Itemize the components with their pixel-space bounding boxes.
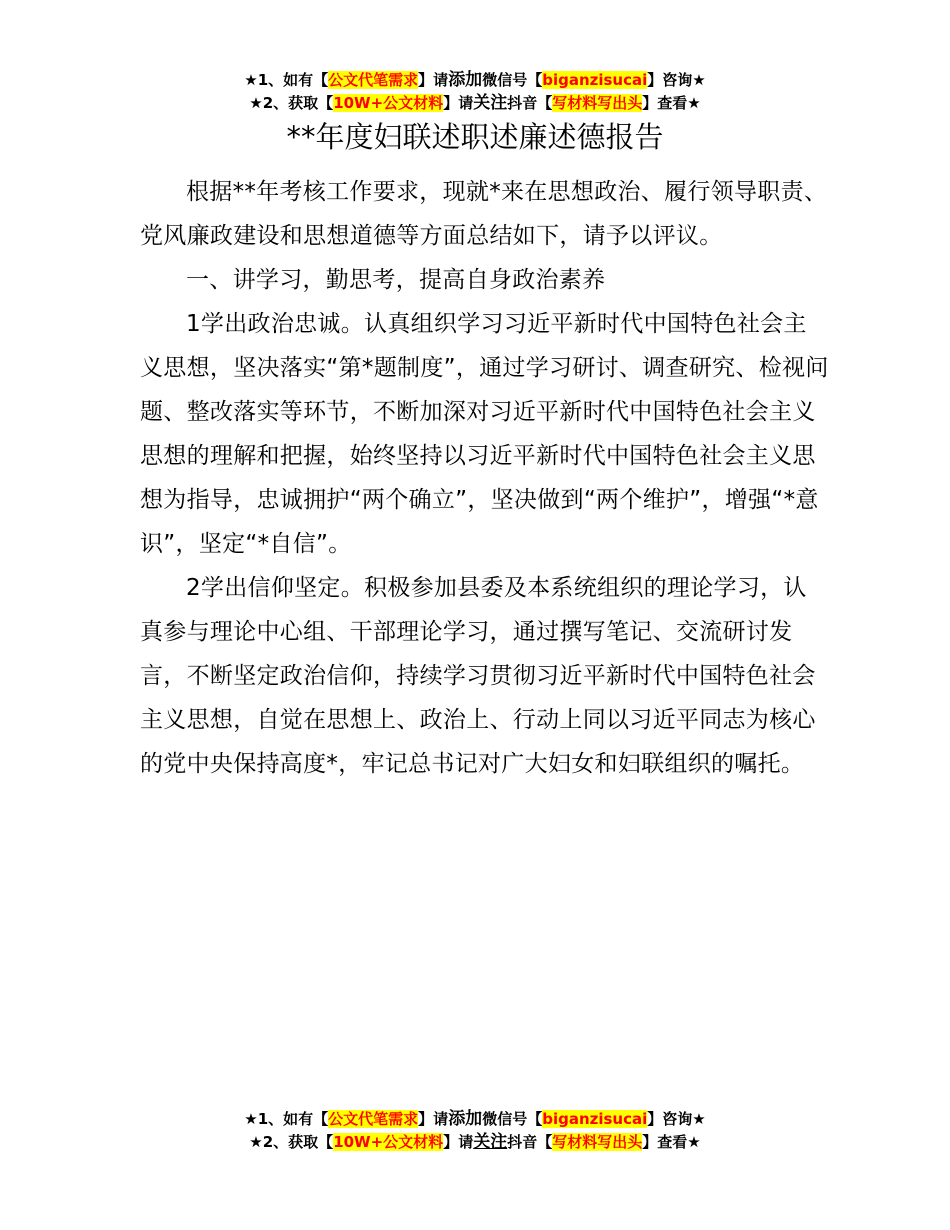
star-icon: ★: [244, 1110, 258, 1128]
ad-text: 抖音【: [507, 1133, 553, 1151]
ad-highlight: 公文代笔需求: [328, 1110, 419, 1128]
section-heading: 一、讲学习，勤思考，提高自身政治素养: [186, 267, 606, 293]
footer-ad-line-1: [0, 1108, 950, 1130]
ad-text: 】咨询: [647, 1110, 693, 1128]
ad-text: 】请: [418, 1110, 449, 1128]
star-icon: ★: [687, 1133, 701, 1151]
document-title: **年度妇联述职述廉述德报告: [286, 120, 664, 154]
douyin-highlight: 写材料写出头: [552, 1133, 643, 1151]
douyin-highlight: 写材料写出头: [552, 94, 643, 112]
ad-text: 抖音【: [507, 94, 553, 112]
star-icon: ★: [244, 71, 258, 89]
ad-text: 微信号【: [482, 1110, 543, 1128]
ad-text: 添加: [448, 1109, 483, 1129]
star-icon: ★: [692, 1110, 706, 1128]
star-icon: ★: [249, 1133, 263, 1151]
wechat-id-highlight: biganzisucai: [542, 71, 648, 89]
star-icon: ★: [687, 94, 701, 112]
ad-text: 2、获取【: [262, 1133, 334, 1151]
ad-text: 】咨询: [647, 71, 693, 89]
header-ad-line-2: [0, 92, 950, 114]
ad-text: 关注: [473, 93, 508, 113]
paragraph-intro: 根据**年考核工作要求，现就*来在思想政治、履行领导职责、党风廉政建设和思想道德等方面总结如下，请予以评议。: [140, 179, 828, 249]
paragraph-item-2: 2学出信仰坚定。积极参加县委及本系统组织的理论学习，认真参与理论中心组、干部理论学习，通过撰写笔记、交流研讨发言，不断坚定政治信仰，持续学习贯彻习近平新时代中国特色社会主义思想，自觉在思想上、政治上、行动上同以习近平同志为核心的党中央保持高度*，牢记总书记对广大妇女和妇联组织的嘱托。: [140, 575, 816, 777]
wechat-id-highlight: biganzisucai: [542, 1110, 648, 1128]
ad-text: 】请: [443, 1133, 474, 1151]
ad-highlight: 10W+公文材料: [333, 1133, 444, 1151]
document-body: [140, 170, 830, 786]
ad-text: 1、如有【: [257, 1110, 329, 1128]
ad-text: 关注: [473, 1132, 508, 1152]
ad-text: 】查看: [642, 1133, 688, 1151]
footer-ad-line-2: [0, 1131, 950, 1153]
ad-text: 1、如有【: [257, 71, 329, 89]
paragraph-item-1: 1学出政治忠诚。认真组织学习习近平新时代中国特色社会主义思想，坚决落实“第*题制度”，通过学习研讨、调查研究、检视问题、整改落实等环节，不断加深对习近平新时代中国特色社会主义思想的理解和把握，始终坚持以习近平新时代中国特色社会主义思想为指导，忠诚拥护“两个确立”，坚决做到“两个维护”，增强“*意识”，坚定“*自信”。: [140, 311, 829, 557]
ad-highlight: 公文代笔需求: [328, 71, 419, 89]
ad-text: 微信号【: [482, 71, 543, 89]
ad-highlight: 10W+公文材料: [333, 94, 444, 112]
ad-text: 2、获取【: [262, 94, 334, 112]
star-icon: ★: [692, 71, 706, 89]
ad-text: 添加: [448, 70, 483, 90]
star-icon: ★: [249, 94, 263, 112]
ad-text: 】请: [443, 94, 474, 112]
ad-text: 】查看: [642, 94, 688, 112]
ad-text: 】请: [418, 71, 449, 89]
header-ad-line-1: [0, 69, 950, 91]
